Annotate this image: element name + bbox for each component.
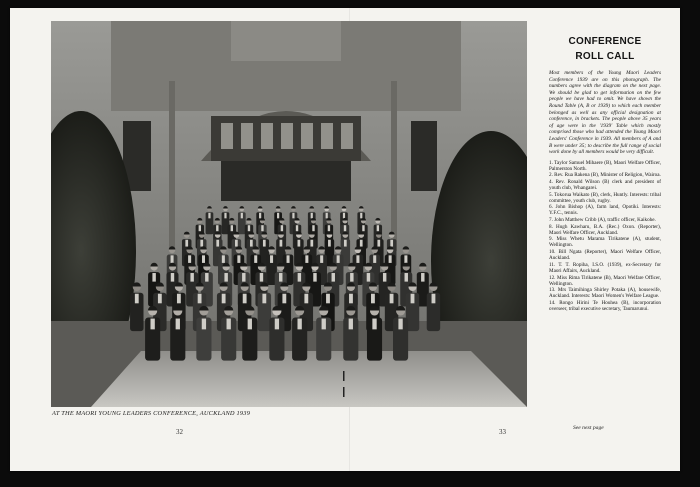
roll-call-column [549,34,661,313]
path-mark [343,371,345,381]
intro-paragraph: Most members of the Young Maori Leaders Conference 1939 are on this photograph. The numbers agree with the diagram on the next page. We should be glad to get information on the few people we have had to omit. We have shown the Round Table (A, B or 1939) to which each member belonged as well as any official designation at conference, in brackets. The people above 35 years of age were in the '1939' Table which mostly comprised those who had attended the Young Maori Leaders' Conference in 1939. All members of A and B were under 35; to describe the full range of social work done by all members would be very difficult. [549,70,661,156]
roll-entry: 11. T. T. Ropiha, I.S.O. (1939), ex-Secretary for Maori Affairs, Auckland. [549,261,661,274]
roll-entry: 6. John Bishop (A), farm land, Opotiki. Interests: Y.F.C., tennis. [549,204,661,217]
roll-entry: 14. Rongo Hirini Te Houhea (B), incorporation overseer, tribal executive secretary, Taumarunui. [549,299,661,312]
see-next-page[interactable]: See next page [573,425,604,431]
heading-line-2: ROLL CALL [575,51,635,62]
right-pillar [391,81,397,251]
roll-entry: 12. Miss Rima Tirikatene (B), Maori Welfare Officer, Wellington. [549,274,661,287]
right-window [411,121,437,191]
roll-entry: 4. Rev. Ronald Wilson (B) clerk and president of youth club, Whangarei. [549,179,661,192]
roll-entry: 10. Bill Ngata (Reporter), Maori Welfare Officer, Auckland. [549,249,661,262]
carved-panel [231,21,341,61]
heading-line-1: CONFERENCE [568,36,642,47]
roll-entry: 8. Hugh Kawharu, B.A. (Rec.) Oxon. (Reporter), Maori Welfare Officer, Auckland. [549,223,661,236]
page-number-right: 33 [499,428,506,436]
roll-entry: 1. Taylor Samuel Mihaere (B), Maori Welfare Officer, Palmerston North. [549,159,661,172]
path-mark [343,387,345,397]
roll-entry: 7. John Matthew Cribb (A), traffic officer, Kaikohe. [549,217,656,224]
roll-entry: 9. Miss Whetu Marama Tirikatene (A), student, Wellington. [549,236,661,249]
photo-caption: AT THE MAORI YOUNG LEADERS CONFERENCE, AUCKLAND 1939 [52,410,251,417]
roll-entry: 13. Mrs Taimihinga Shirley Potaka (A), housewife, Auckland. Interests: Maori Women's Welfare League. [549,287,661,300]
left-pillar [169,81,175,251]
roll-entry: 2. Rev. Rua Rakena (B), Minister of Religion, Wairoa. [549,172,661,179]
group-photograph [51,21,527,407]
roll-call-heading [549,34,661,64]
doorway [221,161,351,201]
page-number-left: 32 [176,428,183,436]
magazine-spread [10,8,680,471]
roll-entry: 5. Tokorua Waikato (B), clerk, Huntly. Interests: tribal committee, youth club, rugby. [549,191,661,204]
roll-call-list [549,160,661,312]
